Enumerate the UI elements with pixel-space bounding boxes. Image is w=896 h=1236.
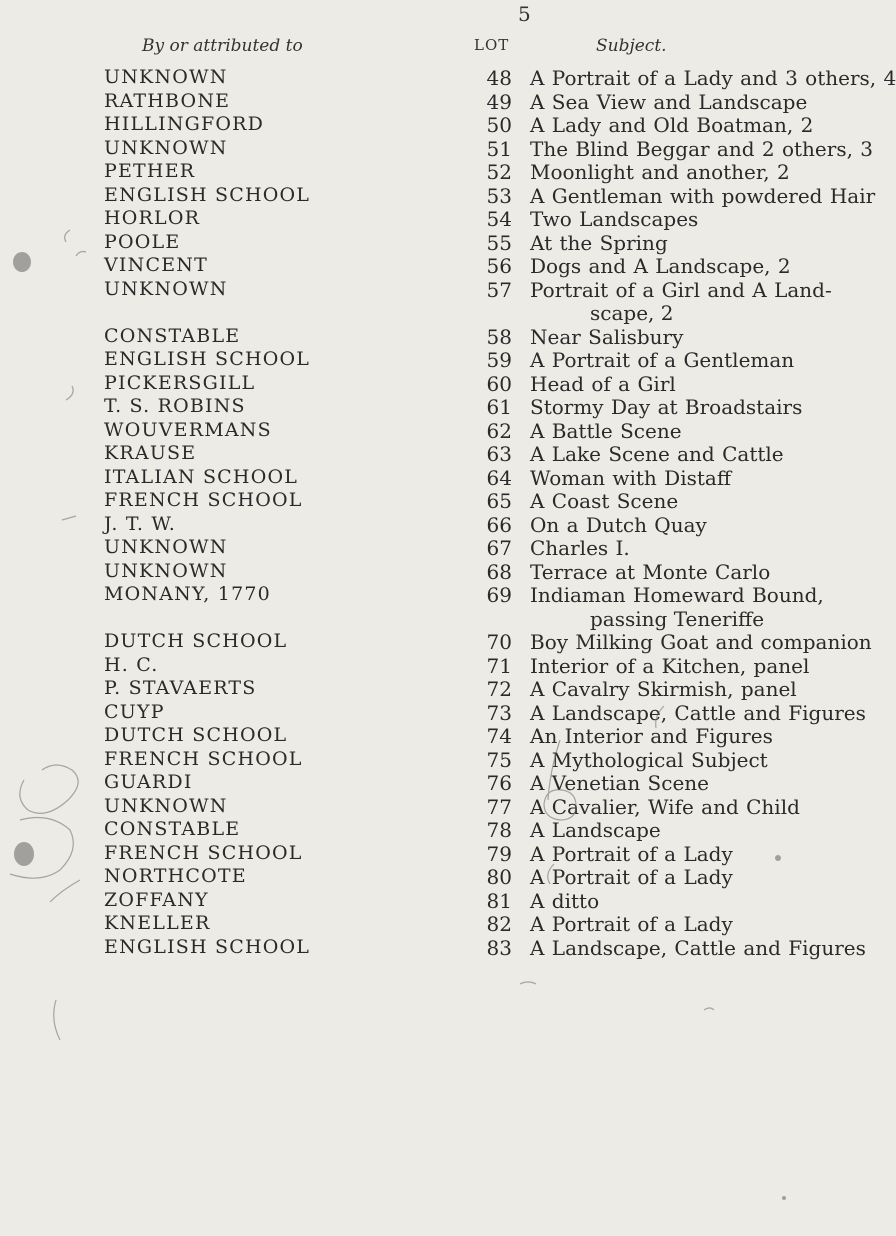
lot-number: 50 [486, 113, 512, 137]
lot-number: 70 [486, 630, 512, 654]
artist-name: DUTCH SCHOOL [104, 630, 288, 652]
artist-name: NORTHCOTE [104, 865, 247, 887]
artist-name: UNKNOWN [104, 559, 228, 582]
catalogue-entry [0, 442, 800, 467]
lot-subject: A Landscape, Cattle and Figures [530, 700, 866, 725]
lot-number: 74 [486, 724, 512, 748]
page-number: 5 [518, 2, 531, 26]
lot-subject: Interior of a Kitchen, panel [530, 653, 810, 678]
catalogue-entry [0, 700, 866, 726]
artist-name: MONANY, 1770 [104, 583, 271, 605]
lot-subject: A Mythological Subject [530, 747, 768, 772]
catalogue-entry [0, 724, 800, 749]
lot-number: 65 [486, 489, 512, 513]
catalogue-entry [0, 395, 803, 420]
lot-subject-continuation: scape, 2 [590, 301, 674, 325]
artist-name: CUYP [104, 700, 165, 723]
lot-subject-continuation: passing Teneriffe [590, 606, 765, 631]
lot-subject: A Portrait of a Lady [530, 841, 733, 866]
lot-subject: An Interior and Figures [530, 724, 773, 748]
lot-number: 59 [486, 348, 512, 372]
lot-number: 82 [486, 912, 512, 936]
lot-number: 67 [486, 536, 512, 560]
artist-name: CONSTABLE [104, 818, 241, 840]
artist-name: J. T. W. [104, 512, 177, 535]
artist-name: UNKNOWN [104, 277, 228, 300]
lot-number: 64 [486, 465, 512, 490]
lot-number: 68 [486, 559, 512, 584]
artist-name: T. S. ROBINS [104, 395, 246, 417]
artist-name: UNKNOWN [104, 136, 228, 159]
catalogue-entry [0, 277, 832, 303]
lot-subject: Boy Milking Goat and companion [530, 630, 872, 654]
lot-number: 51 [486, 136, 512, 161]
lot-number: 48 [486, 66, 512, 90]
lot-number: 49 [486, 89, 512, 114]
lot-subject: Two Landscapes [530, 207, 699, 231]
lot-subject: Indiaman Homeward Bound, [530, 583, 824, 607]
artist-name: PETHER [104, 160, 196, 182]
lot-subject: A Portrait of a Lady [530, 912, 733, 936]
lot-subject: A Coast Scene [530, 489, 679, 513]
lot-subject: A Sea View and Landscape [530, 89, 808, 114]
lot-number: 77 [486, 794, 512, 819]
catalogue-entry [0, 818, 800, 843]
catalogue-entry [0, 771, 800, 796]
lot-number: 58 [486, 324, 512, 349]
artist-name: HORLOR [104, 207, 201, 229]
artist-column-header: By or attributed to [142, 36, 303, 56]
catalogue-entry-continuation [0, 607, 800, 632]
lot-number: 72 [486, 677, 512, 701]
lot-number: 83 [486, 935, 512, 960]
artist-name: H. C. [104, 653, 159, 676]
catalogue-entry [0, 254, 800, 279]
artist-name: PICKERSGILL [104, 371, 256, 394]
lot-subject: The Blind Beggar and 2 others, 3 [530, 136, 874, 161]
lot-number: 57 [486, 277, 512, 302]
lot-subject: Terrace at Monte Carlo [530, 559, 771, 584]
lot-subject: A Portrait of a Gentleman [530, 348, 795, 372]
lot-number: 76 [486, 771, 512, 795]
catalogue-entry [0, 466, 800, 491]
lot-number: 80 [486, 865, 512, 889]
lot-number: 75 [486, 747, 512, 772]
lot-number: 53 [486, 183, 512, 208]
artist-name: FRENCH SCHOOL [104, 841, 303, 864]
catalogue-entry [0, 160, 800, 185]
lot-subject: A Lady and Old Boatman, 2 [530, 113, 814, 137]
lot-subject: A Landscape, Cattle and Figures [530, 935, 866, 960]
catalogue-entry [0, 489, 800, 514]
artist-name: HILLINGFORD [104, 113, 265, 135]
catalogue-entry [0, 630, 872, 655]
catalogue-entry [0, 372, 800, 397]
lot-subject: A Gentleman with powdered Hair [530, 183, 876, 208]
lot-number: 61 [486, 395, 512, 419]
lot-number: 56 [486, 254, 512, 278]
catalogue-entry [0, 842, 800, 867]
artist-name: KNELLER [104, 912, 211, 934]
lot-subject: A Battle Scene [530, 418, 682, 443]
lot-subject: A Venetian Scene [530, 771, 710, 795]
lot-subject: A Lake Scene and Cattle [530, 442, 784, 466]
artist-name: UNKNOWN [104, 66, 228, 88]
catalogue-entry [0, 748, 800, 773]
catalogue-entry [0, 795, 800, 820]
artist-name: WOUVERMANS [104, 418, 272, 441]
artist-name: ENGLISH SCHOOL [104, 348, 311, 370]
lot-number: 60 [486, 371, 512, 396]
lot-subject: Head of a Girl [530, 371, 676, 396]
catalogue-entry [0, 865, 800, 890]
lot-number: 81 [486, 888, 512, 913]
lot-subject: Portrait of a Girl and A Land- [530, 277, 832, 302]
lot-subject: On a Dutch Quay [530, 512, 707, 537]
artist-name: KRAUSE [104, 442, 197, 464]
subject-column-header: Subject. [596, 36, 667, 56]
lot-column-header: LOT [474, 36, 510, 54]
catalogue-entry [0, 935, 866, 961]
catalogue-entry [0, 419, 800, 444]
catalogue-entry [0, 89, 808, 115]
artist-name: ITALIAN SCHOOL [104, 465, 299, 488]
lot-subject: A Portrait of a Lady [530, 865, 733, 889]
artist-name: ZOFFANY [104, 888, 209, 911]
catalogue-entry [0, 207, 800, 232]
catalogue-entry [0, 536, 800, 561]
catalogue-entry [0, 325, 800, 350]
lot-number: 55 [486, 230, 512, 255]
catalogue-entry [0, 113, 814, 138]
lot-subject: Moonlight and another, 2 [530, 160, 790, 184]
lot-number: 63 [486, 442, 512, 466]
artist-name: ENGLISH SCHOOL [104, 183, 311, 206]
artist-name: GUARDI [104, 771, 193, 793]
artist-name: ENGLISH SCHOOL [104, 935, 311, 958]
catalogue-entry [0, 348, 800, 373]
lot-subject: A ditto [530, 888, 600, 913]
lot-number: 79 [486, 841, 512, 866]
lot-number: 52 [486, 160, 512, 184]
artist-name: RATHBONE [104, 89, 231, 112]
lot-subject: At the Spring [530, 230, 668, 255]
lot-subject: A Portrait of a Lady and 3 others, 4 [530, 66, 896, 90]
lot-number: 73 [486, 700, 512, 725]
lot-number: 66 [486, 512, 512, 537]
catalogue-entry [0, 513, 800, 538]
lot-subject: A Cavalry Skirmish, panel [530, 677, 797, 701]
artist-name: FRENCH SCHOOL [104, 489, 303, 511]
artist-name: UNKNOWN [104, 536, 228, 558]
artist-name: P. STAVAERTS [104, 677, 257, 699]
lot-subject: Near Salisbury [530, 324, 684, 349]
catalogue-entry-continuation [0, 301, 800, 326]
catalogue-entry [0, 912, 800, 937]
lot-number: 54 [486, 207, 512, 231]
artist-name: CONSTABLE [104, 324, 241, 347]
catalogue-entry [0, 231, 800, 256]
lot-number: 71 [486, 653, 512, 678]
catalogue-entry [0, 560, 800, 585]
lot-subject: Woman with Distaff [530, 465, 732, 490]
catalogue-entry [0, 677, 800, 702]
lot-number: 69 [486, 583, 512, 607]
lot-number: 62 [486, 418, 512, 443]
lot-subject: Charles I. [530, 536, 630, 560]
catalogue-entry [0, 66, 896, 91]
catalogue-entry [0, 136, 874, 162]
lot-subject: A Cavalier, Wife and Child [530, 794, 800, 819]
lot-subject: Stormy Day at Broadstairs [530, 395, 803, 419]
catalogue-entry [0, 889, 800, 914]
catalogue-entry [0, 183, 876, 209]
lot-subject: Dogs and A Landscape, 2 [530, 254, 791, 278]
artist-name: DUTCH SCHOOL [104, 724, 288, 746]
catalogue-entry [0, 653, 810, 679]
artist-name: FRENCH SCHOOL [104, 747, 303, 770]
artist-name: UNKNOWN [104, 794, 228, 817]
lot-subject: A Landscape [530, 818, 661, 842]
lot-number: 78 [486, 818, 512, 842]
catalogue-entry [0, 583, 824, 608]
artist-name: POOLE [104, 230, 181, 253]
artist-name: VINCENT [104, 254, 208, 276]
